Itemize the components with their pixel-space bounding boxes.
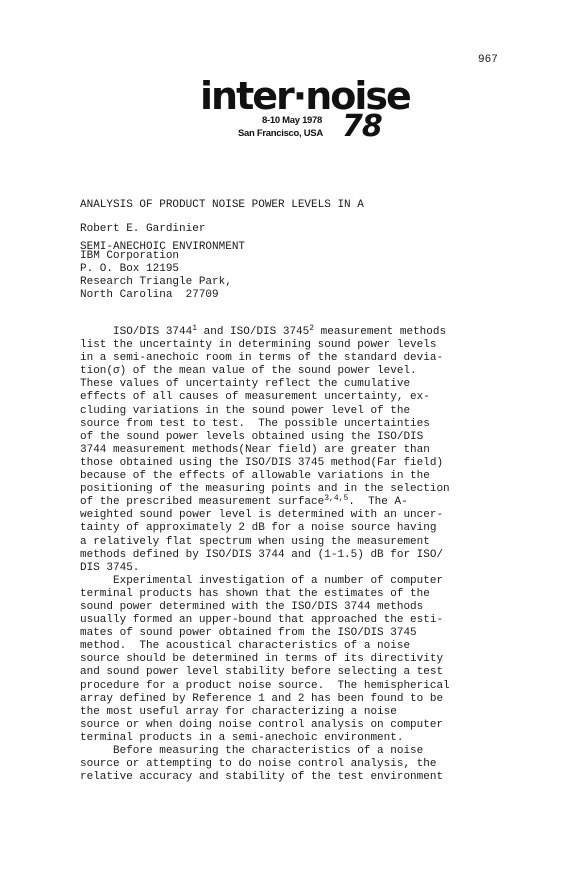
body-line: effects of all causes of measurement uncertainty, ex-: [80, 391, 430, 404]
body-line: source or attempting to do noise control analysis, the: [80, 758, 437, 771]
logo-wordmark: inter·noise: [200, 74, 410, 118]
body-line: 3744 measurement methods(Near field) are greater than: [80, 443, 430, 456]
body-line: procedure for a product noise source. The hemispherical: [80, 679, 450, 692]
body-line: methods defined by ISO/DIS 3744 and (1-1.5) dB for ISO/: [80, 548, 444, 561]
affiliation-line: North Carolina 27709: [80, 289, 219, 301]
affiliation-line: Research Triangle Park,: [80, 276, 232, 288]
citation-superscript: 3,4,5: [324, 494, 349, 504]
body-line: DIS 3745.: [80, 561, 140, 574]
affiliation-line: IBM Corporation: [80, 250, 180, 262]
body-line: usually formed an upper-bound that approached the esti-: [80, 614, 444, 627]
body-line: terminal products has shown that the estimates of the: [80, 587, 430, 600]
affiliation-line: P. O. Box 12195: [80, 263, 180, 275]
body-line: source or when doing noise control analysis on computer: [80, 718, 444, 731]
body-line: sound power determined with the ISO/DIS 3744 methods: [80, 600, 424, 613]
body-line: Before measuring the characteristics of a noise: [80, 745, 424, 757]
logo-year: 78: [342, 109, 382, 144]
body-line: source should be determined in terms of its directivity: [80, 653, 444, 666]
body-line: terminal products in a semi-anechoic environment.: [80, 731, 404, 744]
body-line: list the uncertainty in determining sound power levels: [80, 339, 437, 352]
body-line: array defined by Reference 1 and 2 has been found to be: [80, 692, 444, 705]
page-number: 967: [478, 54, 498, 66]
logo-date: 8-10 May 1978: [262, 115, 323, 126]
body-line: in a semi-anechoic room in terms of the standard devia-: [80, 352, 444, 365]
body-line: and sound power level stability before selecting a test: [80, 666, 444, 679]
citation-superscript: 1: [192, 324, 198, 333]
body-line: because of the effects of allowable variations in the: [80, 470, 430, 483]
body-line: cluding variations in the sound power level of the: [80, 404, 411, 417]
body-line: the most useful array for characterizing a noise: [80, 705, 397, 718]
body-line: tion(σ) of the mean value of the sound power level.: [80, 365, 417, 378]
body-line: method. The acoustical characteristics of a noise: [80, 640, 411, 653]
citation-superscript: 2: [309, 324, 315, 333]
conference-logo: [200, 74, 410, 144]
title-line: SEMI-ANECHOIC ENVIRONMENT: [80, 241, 246, 253]
body-line: tainty of approximately 2 dB for a noise source having: [80, 522, 437, 535]
title-line: ANALYSIS OF PRODUCT NOISE POWER LEVELS IN A: [80, 199, 364, 211]
body-line: positioning of the measuring points and in the selection: [80, 483, 450, 496]
abstract-body: [80, 326, 510, 784]
body-line: source from test to test. The possible uncertainties: [80, 417, 430, 430]
body-line: ISO/DIS 3744$^1$ and ISO/DIS 3745$^2$ measurement methods: [80, 324, 447, 338]
body-line: mates of sound power obtained from the ISO/DIS 3745: [80, 627, 417, 640]
body-line: of the prescribed measurement surface$^{3,4,5}$. The A-: [80, 494, 408, 509]
author-affiliation: [80, 250, 232, 302]
body-line: a relatively flat spectrum when using the measurement: [80, 535, 430, 548]
body-line: relative accuracy and stability of the test environment: [80, 771, 444, 784]
body-line: These values of uncertainty reflect the cumulative: [80, 378, 411, 391]
body-line: Experimental investigation of a number of computer: [80, 574, 444, 587]
body-line: weighted sound power level is determined with an uncer-: [80, 509, 444, 522]
body-line: those obtained using the ISO/DIS 3745 method(Far field): [80, 456, 444, 469]
logo-place: San Francisco, USA: [238, 128, 323, 139]
body-line: of the sound power levels obtained using the ISO/DIS: [80, 430, 424, 443]
author-name: Robert E. Gardinier: [80, 223, 206, 235]
